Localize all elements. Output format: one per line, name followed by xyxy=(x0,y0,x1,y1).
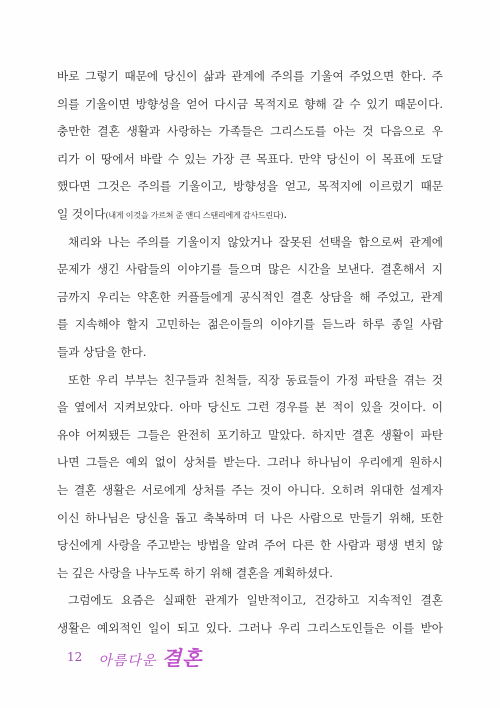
page-footer xyxy=(67,642,202,671)
book-logo-small: 아름다운 xyxy=(98,653,157,669)
last-line-text: 일 것이다 xyxy=(57,206,106,221)
text-line: 했다면 그것은 주의를 기울이고, 방향성을 얻고, 목적지에 이르렀기 때문 xyxy=(57,179,443,194)
text-line: 그럼에도 요즘은 실패한 관계가 일반적이고, 건강하고 지속적인 결혼 xyxy=(68,593,443,608)
text-line: 을 옆에서 지켜보았다. 아마 당신도 그런 경우를 본 적이 있을 것이다. 이 xyxy=(57,400,443,415)
paragraph-4 xyxy=(57,587,443,642)
paragraph-1 xyxy=(57,63,443,229)
text-line xyxy=(57,201,443,229)
page-number: 12 xyxy=(67,649,83,664)
text-line: 당신에게 사랑을 주고받는 방법을 알려 주어 다른 한 사람과 평생 변치 않 xyxy=(57,538,443,553)
text-line: 는 결혼 생활은 서로에게 상처를 주는 것이 아니다. 오히려 위대한 설계자 xyxy=(57,482,443,497)
book-logo-big: 결혼 xyxy=(161,646,203,670)
text-line: 를 지속해야 할지 고민하는 젊은이들의 이야기를 듣느라 하루 종일 사람 xyxy=(57,317,443,332)
acknowledgement-note: (내게 이것을 가르쳐 준 앤디 스탠리에게 감사드린다) xyxy=(105,210,284,220)
last-line-end: . xyxy=(283,206,288,221)
text-line: 이신 하나님은 당신을 돕고 축복하며 더 나은 사람으로 만들기 위해, 또한 xyxy=(57,510,443,525)
book-title-logo xyxy=(98,642,202,671)
text-line: 들과 상담을 한다. xyxy=(57,344,147,359)
text-line: 생활은 예외적인 일이 되고 있다. 그러나 우리 그리스도인들은 이를 받아 xyxy=(57,620,443,635)
text-line: 충만한 결혼 생활과 사랑하는 가족들은 그리스도를 아는 것 다음으로 우 xyxy=(57,124,443,139)
text-line: 나면 그들은 예외 없이 상처를 받는다. 그러나 하나님이 우리에게 원하시 xyxy=(57,455,443,470)
paragraph-3 xyxy=(57,367,443,588)
text-line: 의를 기울이면 방향성을 얻어 다시금 목적지로 향해 갈 수 있기 때문이다. xyxy=(57,96,443,111)
text-line: 문제가 생긴 사람들의 이야기를 들으며 많은 시간을 보낸다. 결혼해서 지 xyxy=(57,262,443,277)
text-line: 채리와 나는 주의를 기울이지 않았거나 잘못된 선택을 함으로써 관계에 xyxy=(68,234,443,249)
text-line: 유야 어찌됐든 그들은 완전히 포기하고 말았다. 하지만 결혼 생활이 파탄 xyxy=(57,427,443,442)
body-text xyxy=(57,63,443,642)
paragraph-2 xyxy=(57,229,443,367)
text-line: 리가 이 땅에서 바랄 수 있는 가장 큰 목표다. 만약 당신이 이 목표에 도달 xyxy=(57,151,443,166)
text-line: 는 깊은 사랑을 나누도록 하기 위해 결혼을 계획하셨다. xyxy=(57,565,333,580)
text-line: 바로 그렇기 때문에 당신이 삶과 관계에 주의를 기울여 주었으면 한다. 주 xyxy=(57,69,443,83)
text-line: 또한 우리 부부는 친구들과 친척들, 직장 동료들이 가정 파탄을 겪는 것 xyxy=(68,372,443,387)
text-line: 금까지 우리는 약혼한 커플들에게 공식적인 결혼 상담을 해 주었고, 관계 xyxy=(57,289,443,304)
